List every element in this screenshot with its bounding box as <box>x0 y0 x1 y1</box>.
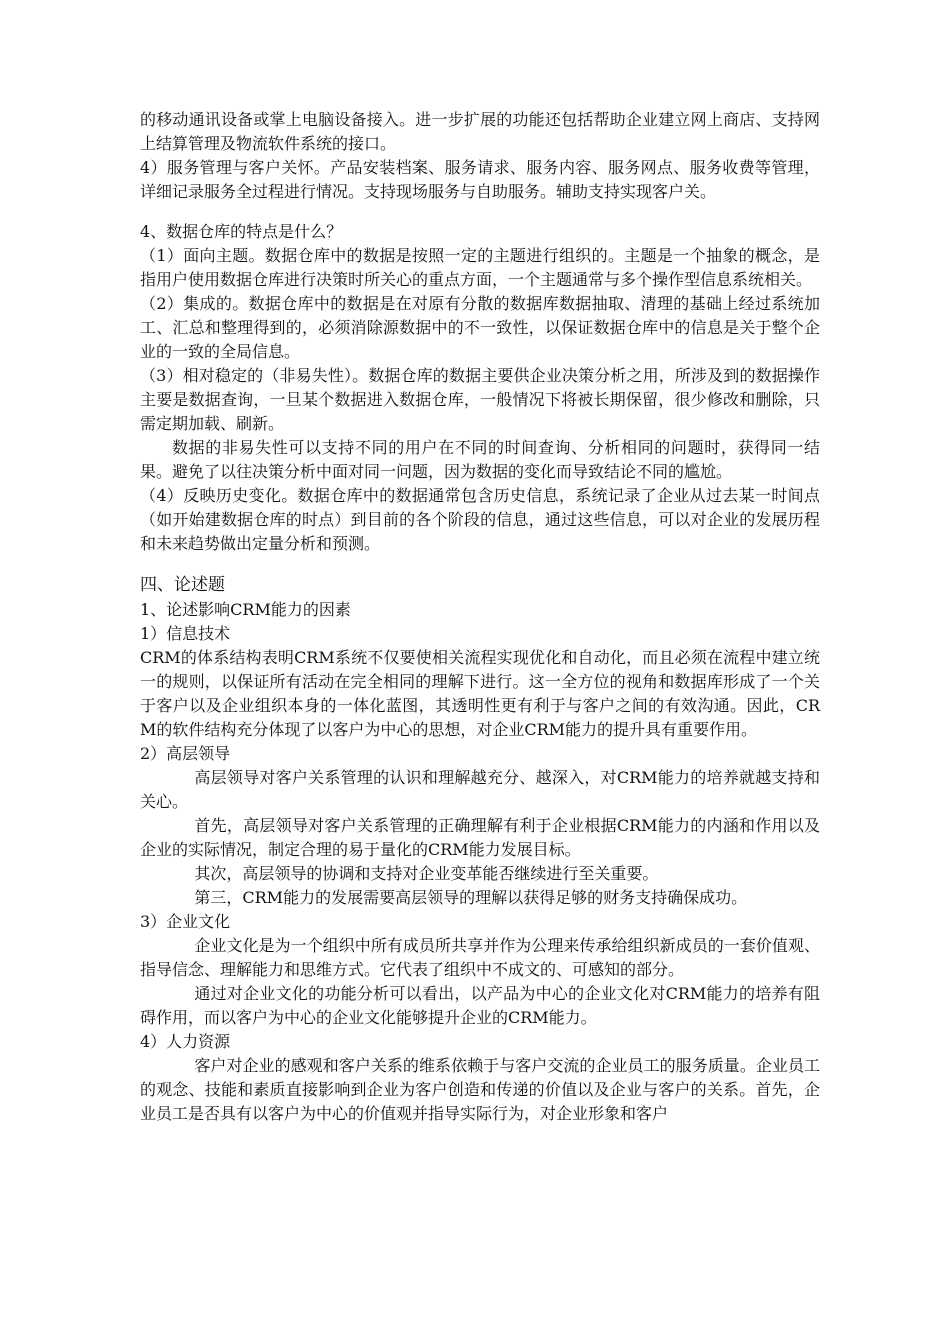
paragraph: 4）服务管理与客户关怀。产品安装档案、服务请求、服务内容、服务网点、服务收费等管理，详细记录服务全过程进行情况。支持现场服务与自助服务。辅助支持实现客户关。 <box>140 158 820 201</box>
spacer <box>140 204 820 220</box>
question-title: 4、数据仓库的特点是什么？ <box>140 222 343 241</box>
paragraph: 第三，CRM能力的发展需要高层领导的理解以获得足够的财务支持确保成功。 <box>194 888 748 907</box>
paragraph: 客户对企业的感观和客户关系的维系依赖于与客户交流的企业员工的服务质量。企业员工的观念、技能和素质直接影响到企业为客户创造和传递的价值以及企业与客户的关系。首先，企业员工是否具有以客户为中心的价值观并指导实际行为，对企业形象和客户 <box>140 1056 820 1123</box>
paragraph: 的移动通讯设备或掌上电脑设备接入。进一步扩展的功能还包括帮助企业建立网上商店、支持网上结算管理及物流软件系统的接口。 <box>140 110 820 153</box>
subheading: 3）企业文化 <box>140 912 231 931</box>
subheading: 4）人力资源 <box>140 1032 231 1051</box>
document-body <box>140 108 820 1126</box>
paragraph: （4）反映历史变化。数据仓库中的数据通常包含历史信息，系统记录了企业从过去某一时间点（如开始建数据仓库的时点）到目前的各个阶段的信息，通过这些信息，可以对企业的发展历程和未来趋势做出定量分析和预测。 <box>140 486 820 553</box>
paragraph: 其次，高层领导的协调和支持对企业变革能否继续进行至关重要。 <box>194 864 659 883</box>
paragraph: 数据的非易失性可以支持不同的用户在不同的时间查询、分析相同的问题时，获得同一结果。避免了以往决策分析中面对同一问题，因为数据的变化而导致结论不同的尴尬。 <box>140 438 820 481</box>
subheading: 2）高层领导 <box>140 744 231 763</box>
paragraph: 企业文化是为一个组织中所有成员所共享并作为公理来传承给组织新成员的一套价值观、指导信念、理解能力和思维方式。它代表了组织中不成文的、可感知的部分。 <box>140 936 820 979</box>
paragraph: （1）面向主题。数据仓库中的数据是按照一定的主题进行组织的。主题是一个抽象的概念，是指用户使用数据仓库进行决策时所关心的重点方面，一个主题通常与多个操作型信息系统相关。 <box>140 246 820 289</box>
question-title: 1、论述影响CRM能力的因素 <box>140 600 351 619</box>
paragraph: CRM的体系结构表明CRM系统不仅要使相关流程实现优化和自动化，而且必须在流程中建立统一的规则，以保证所有活动在完全相同的理解下进行。这一全方位的视角和数据库形成了一个关于客户以及企业组织本身的一体化蓝图，其透明性更有利于与客户之间的有效沟通。因此，CRM的软件结构充分体现了以客户为中心的思想，对企业CRM能力的提升具有重要作用。 <box>140 648 820 739</box>
spacer <box>140 556 820 572</box>
section-heading: 四、论述题 <box>140 575 225 595</box>
paragraph: （3）相对稳定的（非易失性）。数据仓库的数据主要供企业决策分析之用，所涉及到的数据操作主要是数据查询，一旦某个数据进入数据仓库，一般情况下将被长期保留，很少修改和删除，只需定期加载、刷新。 <box>140 366 820 433</box>
paragraph: （2）集成的。数据仓库中的数据是在对原有分散的数据库数据抽取、清理的基础上经过系统加工、汇总和整理得到的，必须消除源数据中的不一致性，以保证数据仓库中的信息是关于整个企业的一致的全局信息。 <box>140 294 820 361</box>
paragraph: 通过对企业文化的功能分析可以看出，以产品为中心的企业文化对CRM能力的培养有阻碍作用，而以客户为中心的企业文化能够提升企业的CRM能力。 <box>140 984 820 1027</box>
subheading: 1）信息技术 <box>140 624 231 643</box>
paragraph: 首先，高层领导对客户关系管理的正确理解有利于企业根据CRM能力的内涵和作用以及企业的实际情况，制定合理的易于量化的CRM能力发展目标。 <box>140 816 820 859</box>
paragraph: 高层领导对客户关系管理的认识和理解越充分、越深入，对CRM能力的培养就越支持和关心。 <box>140 768 820 811</box>
